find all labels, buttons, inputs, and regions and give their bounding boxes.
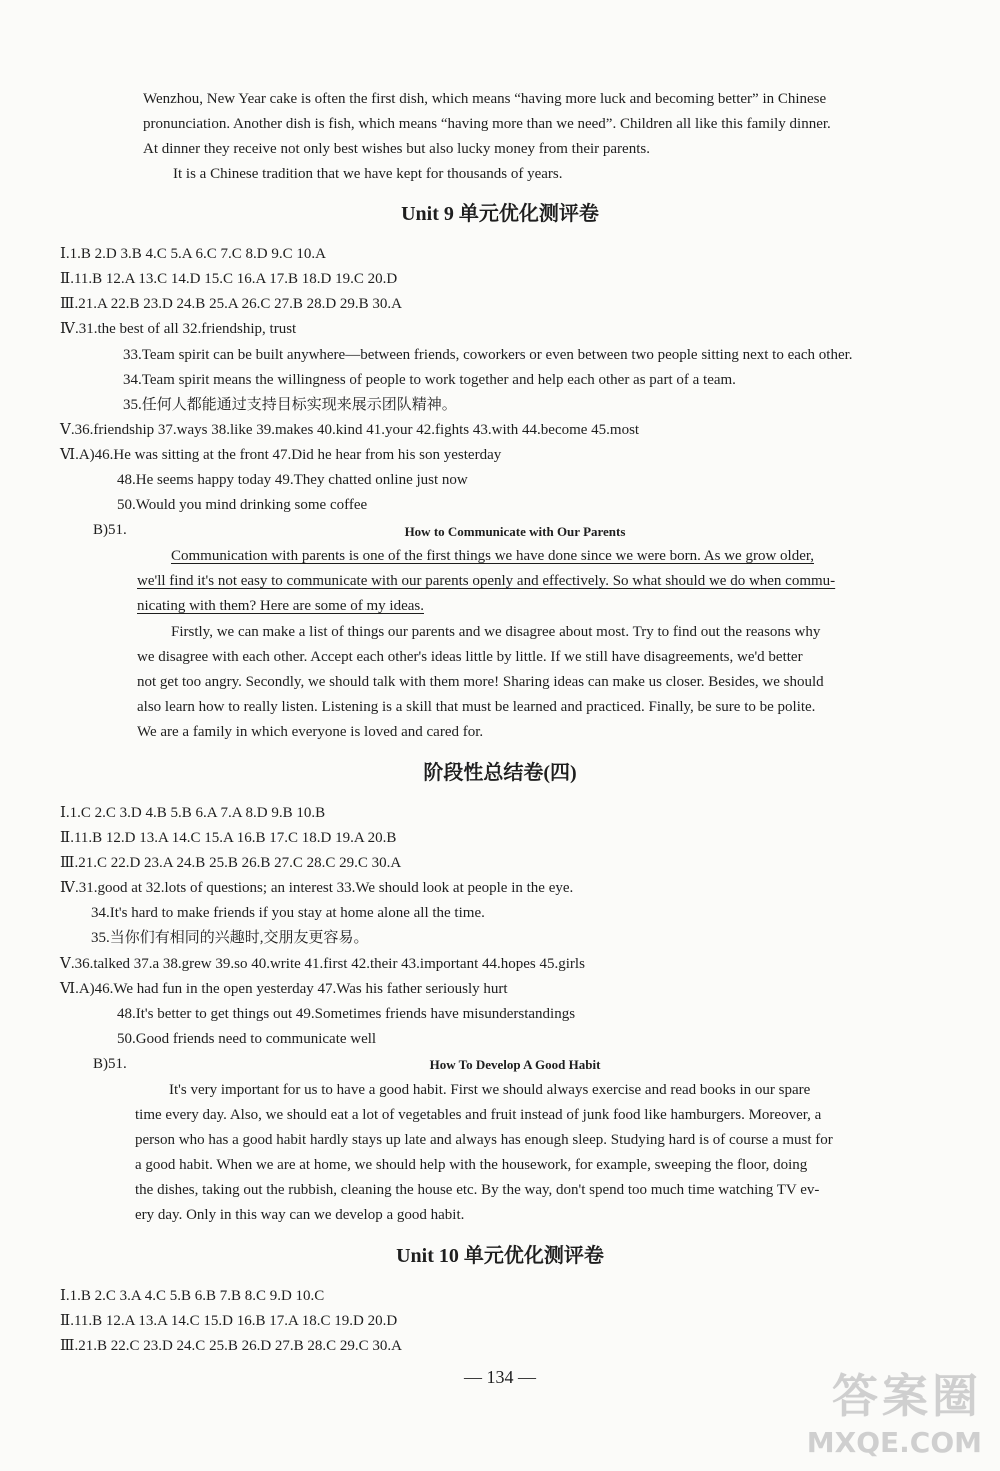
- answer-line: Ⅰ.1.B 2.C 3.A 4.C 5.B 6.B 7.B 8.C 9.D 10.C: [60, 1288, 325, 1304]
- essay-line: the dishes, taking out the rubbish, cleaning the house etc. By the way, don't spend too much time watching TV ev-: [135, 1182, 820, 1198]
- answer-line: Ⅱ.11.B 12.A 13.A 14.C 15.D 16.B 17.A 18.C 19.D 20.D: [60, 1313, 398, 1329]
- essay-title: How To Develop A Good Habit: [429, 1057, 601, 1072]
- essay-line: we disagree with each other. Accept each other's ideas little by little. If we still have disagreements, we'd better: [137, 649, 803, 665]
- answer-line: 35.任何人都能通过支持目标实现来展示团队精神。: [123, 397, 457, 413]
- answer-line: Ⅵ.A)46.He was sitting at the front 47.Did he hear from his son yesterday: [60, 447, 502, 463]
- answer-line: 33.Team spirit can be built anywhere—between friends, coworkers or even between two people sitting next to each other.: [123, 347, 853, 363]
- page-number: — 134 —: [464, 1367, 536, 1387]
- essay-title: How to Communicate with Our Parents: [404, 524, 626, 539]
- answer-line: Ⅰ.1.C 2.C 3.D 4.B 5.B 6.A 7.A 8.D 9.B 10.B: [60, 805, 326, 821]
- intro-line: pronunciation. Another dish is fish, which means “having more than we need”. Children all like this family dinner.: [143, 116, 831, 132]
- essay-line: We are a family in which everyone is loved and cared for.: [137, 724, 484, 740]
- essay-line: also learn how to really listen. Listening is a skill that must be learned and practiced. Finally, be sure to be polite.: [137, 699, 816, 715]
- answer-line: Ⅵ.A)46.We had fun in the open yesterday 47.Was his father seriously hurt: [60, 981, 508, 997]
- section-title-unit10: Unit 10 单元优化测评卷: [396, 1245, 604, 1267]
- answer-line: Ⅱ.11.B 12.A 13.C 14.D 15.C 16.A 17.B 18.D 19.C 20.D: [60, 271, 398, 287]
- answer-line: B)51.: [93, 522, 127, 538]
- answer-line: Ⅳ.31.good at 32.lots of questions; an interest 33.We should look at people in the eye.: [60, 880, 574, 896]
- essay-line: Firstly, we can make a list of things our parents and we disagree about most. Try to find out the reasons why: [171, 624, 821, 640]
- intro-line: It is a Chinese tradition that we have kept for thousands of years.: [173, 166, 563, 182]
- intro-line: Wenzhou, New Year cake is often the first dish, which means “having more luck and becoming better” in Chinese: [143, 91, 827, 107]
- essay-line: It's very important for us to have a good habit. First we should always exercise and read books in our spare: [169, 1082, 811, 1098]
- essay-line: Communication with parents is one of the first things we have done since we were born. As we grow older,: [171, 548, 815, 564]
- answer-line: 48.He seems happy today 49.They chatted online just now: [117, 472, 468, 488]
- watermark-url: MXQE.COM: [806, 1426, 982, 1459]
- essay-line: a good habit. When we are at home, we should help with the housework, for example, sweeping the floor, doing: [135, 1157, 808, 1173]
- answer-line: Ⅲ.21.C 22.D 23.A 24.B 25.B 26.B 27.C 28.C 29.C 30.A: [60, 855, 402, 871]
- watermark-text: 答案圈: [832, 1369, 982, 1423]
- answer-line: 34.It's hard to make friends if you stay at home alone all the time.: [91, 905, 485, 921]
- section-title-unit9: Unit 9 单元优化测评卷: [401, 203, 599, 225]
- section-title-stage4: 阶段性总结卷(四): [423, 762, 577, 784]
- answer-line: Ⅰ.1.B 2.D 3.B 4.C 5.A 6.C 7.C 8.D 9.C 10.A: [60, 246, 326, 262]
- answer-line: 48.It's better to get things out 49.Sometimes friends have misunderstandings: [117, 1006, 576, 1022]
- essay-line: not get too angry. Secondly, we should talk with them more! Sharing ideas can make us closer. Besides, we should: [137, 674, 824, 690]
- essay-line: we'll find it's not easy to communicate with our parents openly and effectively. So what should we do when commu-: [137, 573, 836, 589]
- answer-line: 34.Team spirit means the willingness of people to work together and help each other as part of a team.: [123, 372, 736, 388]
- answer-line: Ⅱ.11.B 12.D 13.A 14.C 15.A 16.B 17.C 18.D 19.A 20.B: [60, 830, 397, 846]
- answer-line: 35.当你们有相同的兴趣时,交朋友更容易。: [91, 930, 369, 946]
- essay-line: time every day. Also, we should eat a lot of vegetables and fruit instead of junk food like hamburgers. Moreover, a: [135, 1107, 822, 1123]
- answer-line: 50.Good friends need to communicate well: [117, 1031, 377, 1047]
- answer-line: Ⅴ.36.talked 37.a 38.grew 39.so 40.write 41.first 42.their 43.important 44.hopes 45.girls: [60, 956, 585, 972]
- answer-line: Ⅲ.21.B 22.C 23.D 24.C 25.B 26.D 27.B 28.C 29.C 30.A: [60, 1338, 402, 1354]
- answer-line: 50.Would you mind drinking some coffee: [117, 497, 368, 513]
- essay-line: person who has a good habit hardly stays up late and always has enough sleep. Studying hard is of course a must for: [135, 1132, 833, 1148]
- intro-line: At dinner they receive not only best wishes but also lucky money from their parents.: [143, 141, 650, 157]
- watermark-logo: [807, 1360, 982, 1459]
- answer-line: Ⅳ.31.the best of all 32.friendship, trust: [60, 321, 297, 337]
- answer-line: Ⅲ.21.A 22.B 23.D 24.B 25.A 26.C 27.B 28.D 29.B 30.A: [60, 296, 402, 312]
- essay-line: nicating with them? Here are some of my ideas.: [137, 598, 424, 614]
- essay-line: ery day. Only in this way can we develop a good habit.: [135, 1207, 465, 1223]
- answer-line: B)51.: [93, 1056, 127, 1072]
- answer-line: Ⅴ.36.friendship 37.ways 38.like 39.makes 40.kind 41.your 42.fights 43.with 44.become 45.most: [60, 422, 640, 438]
